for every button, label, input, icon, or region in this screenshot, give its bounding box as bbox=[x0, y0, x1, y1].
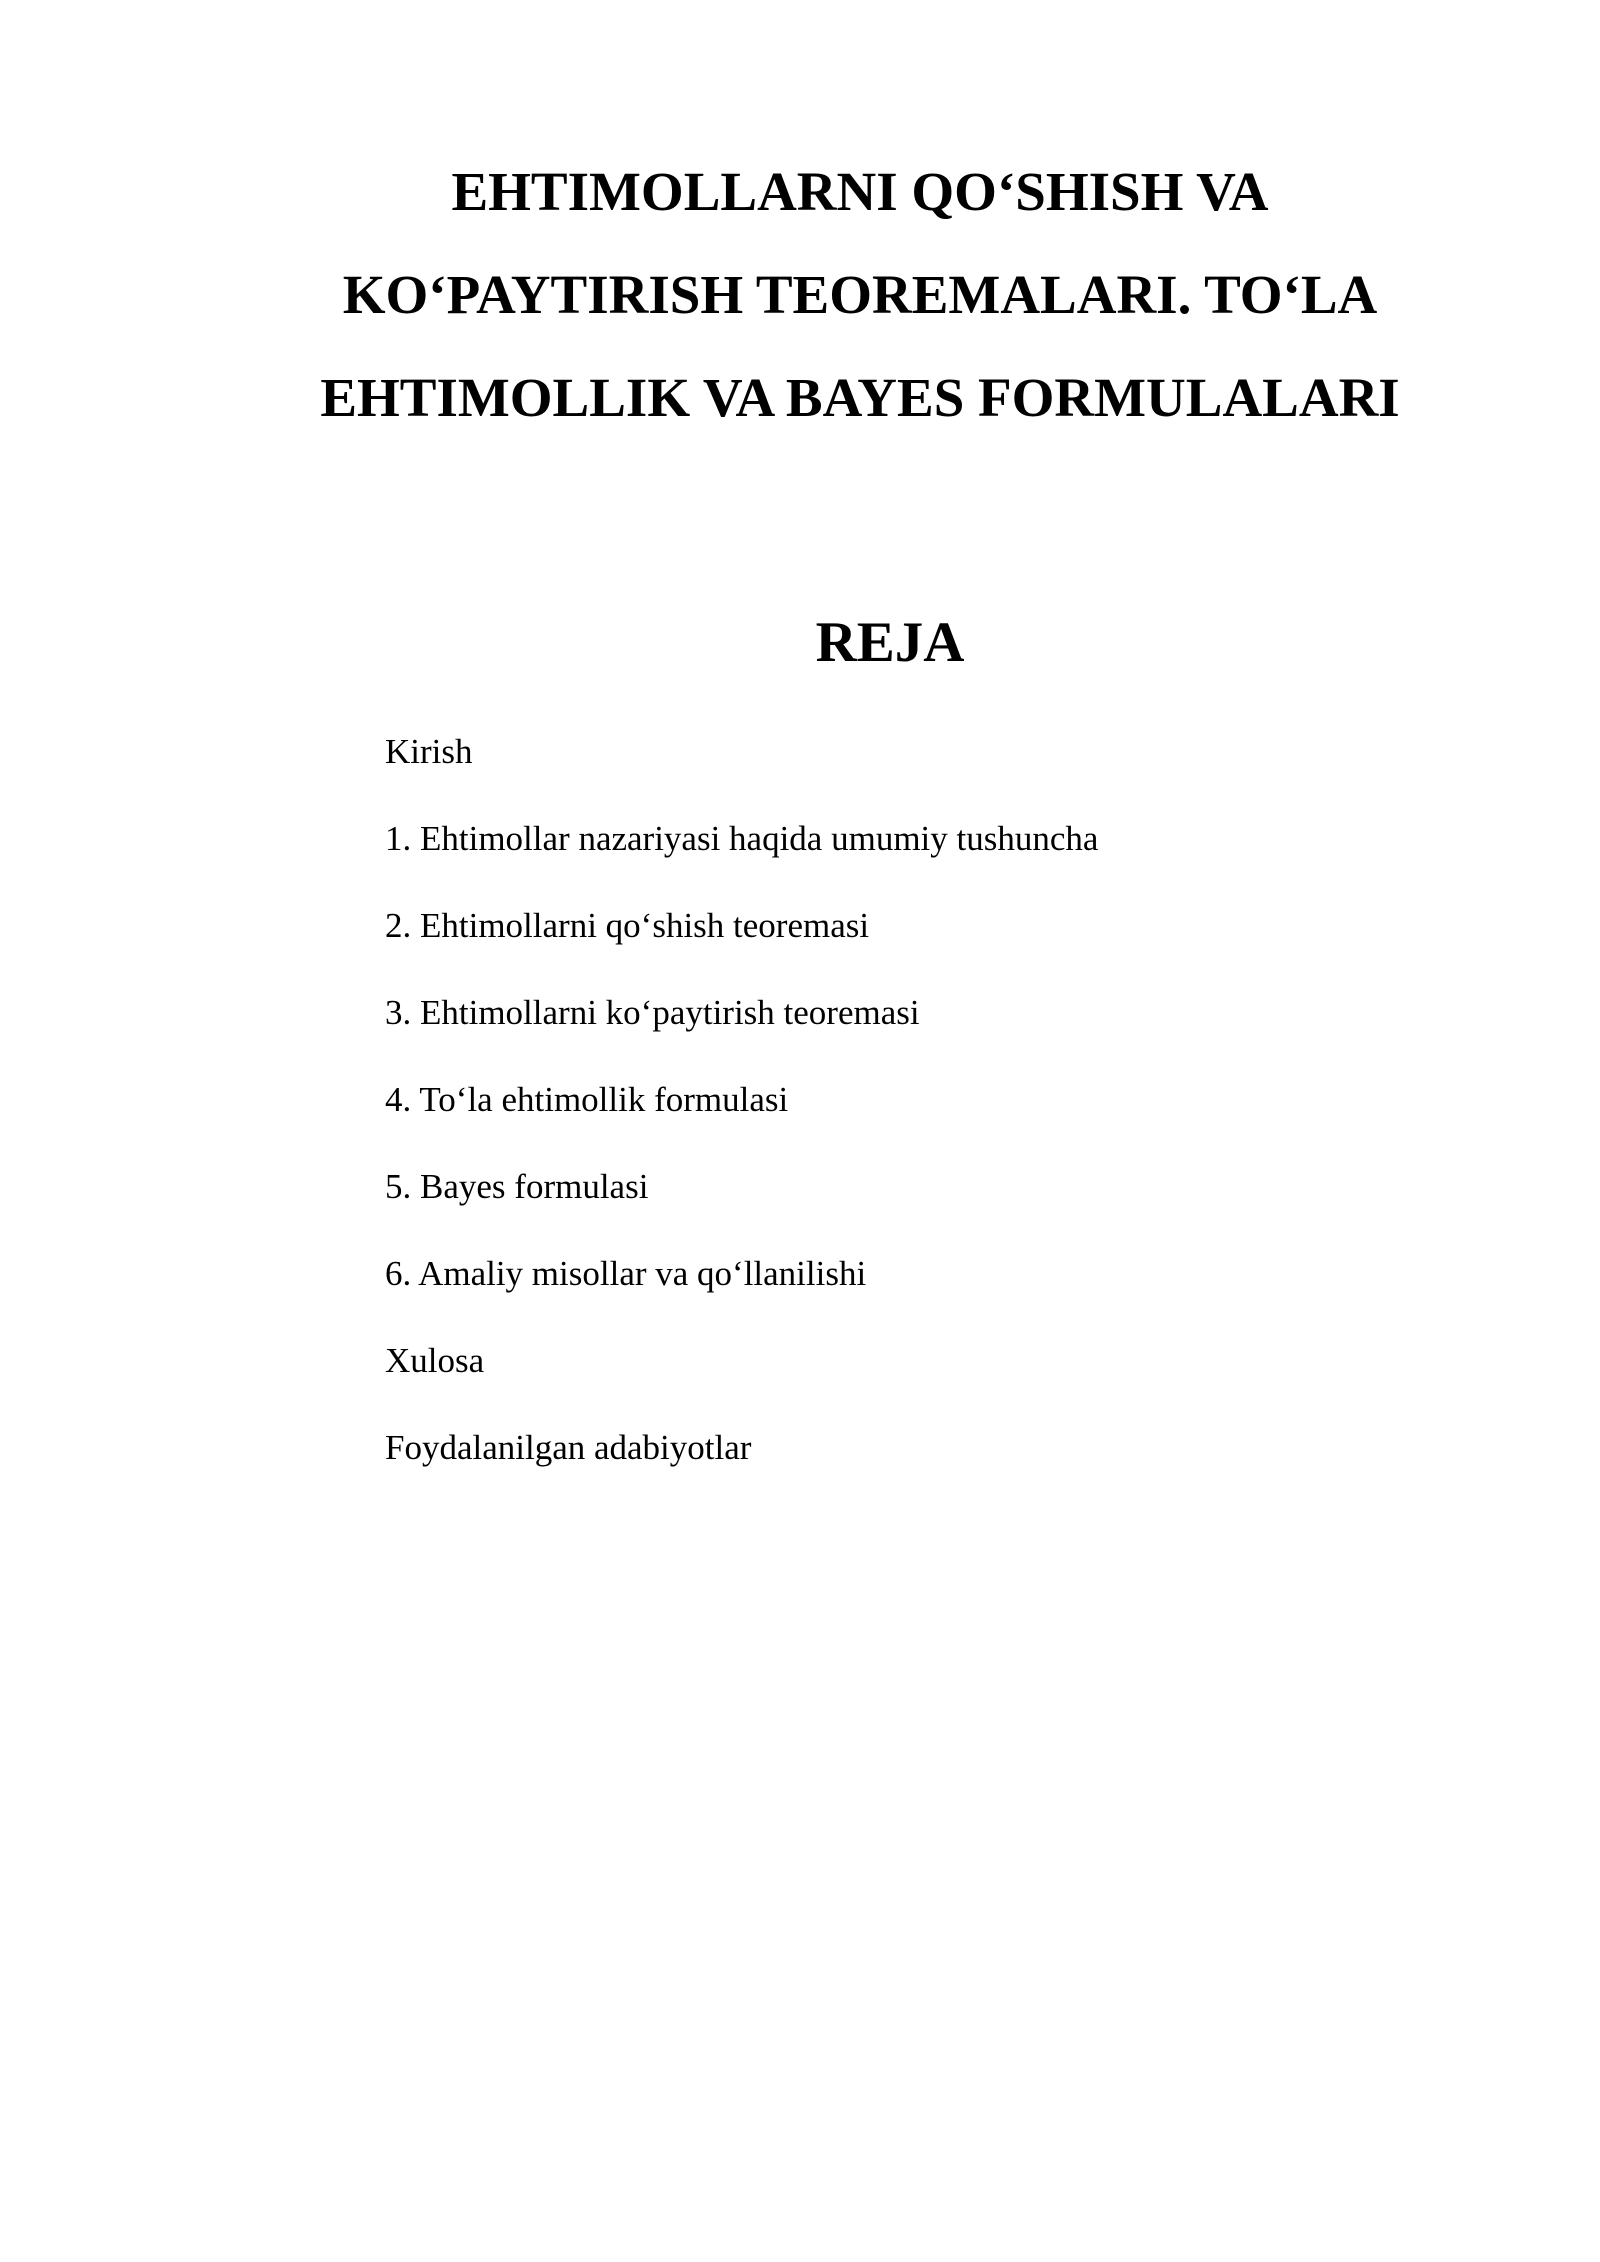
plan-item-1: 1. Ehtimollar nazariyasi haqida umumiy tushuncha bbox=[385, 819, 1099, 858]
plan-item-4: 4. To‘la ehtimollik formulasi bbox=[385, 1080, 789, 1119]
document-title bbox=[260, 140, 1460, 449]
plan-list bbox=[385, 722, 1098, 1505]
plan-item-3: 3. Ehtimollarni ko‘paytirish teoremasi bbox=[385, 993, 920, 1032]
plan-item-5: 5. Bayes formulasi bbox=[385, 1167, 649, 1206]
plan-heading: REJA bbox=[815, 611, 965, 674]
title-line: EHTIMOLLARNI QO‘SHISH VA bbox=[451, 161, 1269, 222]
title-line: EHTIMOLLIK VA BAYES FORMULALARI bbox=[320, 367, 1400, 428]
plan-item-2: 2. Ehtimollarni qo‘shish teoremasi bbox=[385, 906, 870, 945]
plan-item-references: Foydalanilgan adabiyotlar bbox=[385, 1428, 752, 1467]
plan-item-6: 6. Amaliy misollar va qo‘llanilishi bbox=[385, 1254, 867, 1293]
title-line: KO‘PAYTIRISH TEOREMALARI. TO‘LA bbox=[342, 264, 1378, 325]
plan-item-conclusion: Xulosa bbox=[385, 1341, 485, 1380]
plan-item-introduction: Kirish bbox=[385, 732, 473, 771]
